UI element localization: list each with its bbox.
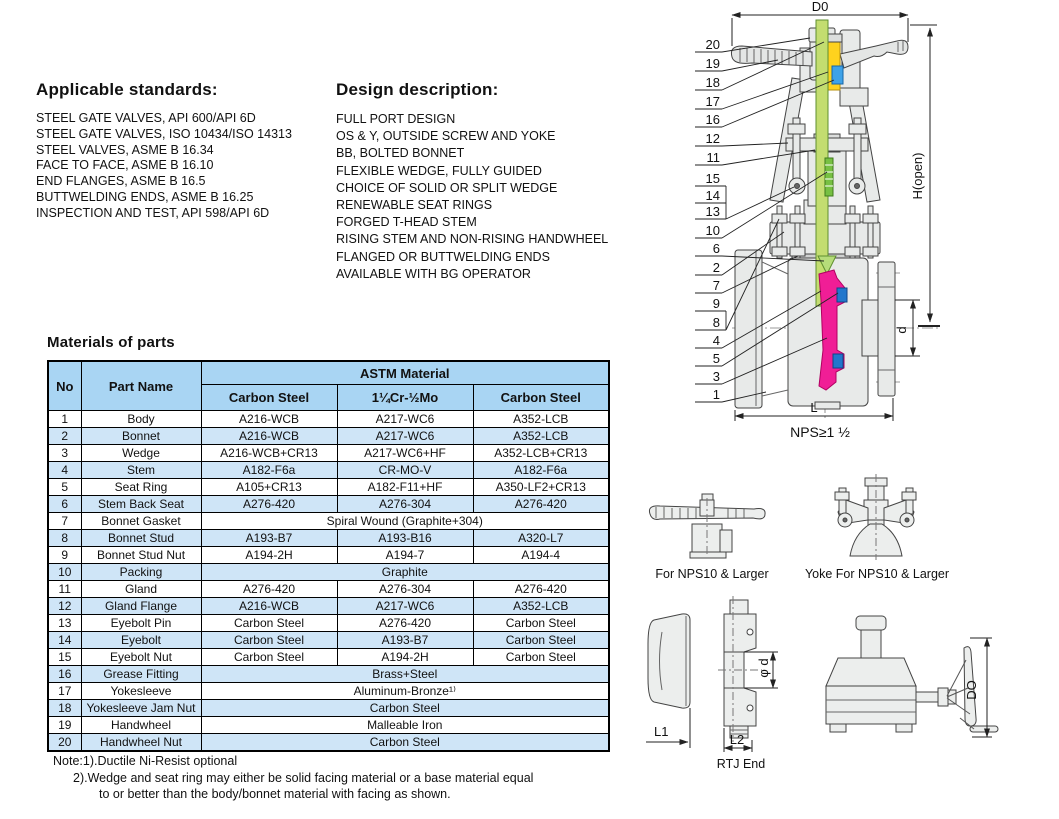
yoke-hub-bracket <box>840 88 868 106</box>
cell-material: A105+CR13 <box>201 479 337 496</box>
cell-part-name: Gland Flange <box>81 598 201 615</box>
col-header-part: Part Name <box>81 361 201 411</box>
cell-part-name: Eyebolt Pin <box>81 615 201 632</box>
cell-part-name: Bonnet Stud <box>81 530 201 547</box>
cell-material: A352-LCB <box>473 598 609 615</box>
standards-item: STEEL GATE VALVES, API 600/API 6D <box>36 111 256 125</box>
standards-title: Applicable standards: <box>36 80 218 99</box>
cell-material: A216-WCB+CR13 <box>201 445 337 462</box>
nps10-handwheel-view <box>649 494 765 558</box>
cell-no: 20 <box>48 734 81 752</box>
cell-material: A216-WCB <box>201 428 337 445</box>
cell-no: 9 <box>48 547 81 564</box>
cell-material: Carbon Steel <box>201 649 337 666</box>
cell-material-span: Brass+Steel <box>201 666 609 683</box>
cell-no: 14 <box>48 632 81 649</box>
cell-part-name: Stem Back Seat <box>81 496 201 513</box>
cell-part-name: Stem <box>81 462 201 479</box>
cell-material: Carbon Steel <box>201 632 337 649</box>
cell-no: 15 <box>48 649 81 666</box>
cell-no: 4 <box>48 462 81 479</box>
materials-section <box>47 334 610 752</box>
cell-material: A193-B7 <box>337 632 473 649</box>
standards-item: END FLANGES, ASME B 16.5 <box>36 174 206 189</box>
table-row <box>48 411 609 428</box>
cell-no: 11 <box>48 581 81 598</box>
cell-part-name: Handwheel <box>81 717 201 734</box>
body-left-flange <box>735 250 762 408</box>
cell-no: 5 <box>48 479 81 496</box>
table-row <box>48 615 609 632</box>
design-item: RISING STEM AND NON-RISING HANDWHEEL <box>336 232 609 247</box>
cell-material: Carbon Steel <box>473 649 609 666</box>
cell-material: Carbon Steel <box>473 615 609 632</box>
cell-part-name: Yokesleeve Jam Nut <box>81 700 201 717</box>
cell-material: A194-2H <box>201 547 337 564</box>
dim-phi-d: φ d <box>756 658 771 678</box>
callout-label: 17 <box>705 94 720 109</box>
cell-material: A193-B16 <box>337 530 473 547</box>
cell-no: 13 <box>48 615 81 632</box>
nps-note: NPS≥1 ½ <box>790 424 850 440</box>
gate-valve-section-view <box>731 20 940 420</box>
standards-item: INSPECTION AND TEST, API 598/API 6D <box>36 205 270 220</box>
design-item: AVAILABLE WITH BG OPERATOR <box>336 266 531 281</box>
caption-nps10: For NPS10 & Larger <box>655 567 769 581</box>
callout-label: 12 <box>705 131 720 146</box>
table-row <box>48 428 609 445</box>
table-row <box>48 700 609 717</box>
callout-labels <box>706 37 720 402</box>
cell-material: A182-F6a <box>473 462 609 479</box>
table-row <box>48 564 609 581</box>
cell-material: A194-7 <box>337 547 473 564</box>
cell-no: 6 <box>48 496 81 513</box>
grease-fitting <box>832 66 843 84</box>
dim-do: DO <box>964 680 979 700</box>
cell-no: 1 <box>48 411 81 428</box>
cell-material-span: Graphite <box>201 564 609 581</box>
callout-label: 18 <box>705 75 720 90</box>
cell-part-name: Bonnet Stud Nut <box>81 547 201 564</box>
col-header-no: No <box>48 361 81 411</box>
table-row <box>48 530 609 547</box>
cell-part-name: Eyebolt Nut <box>81 649 201 666</box>
callout-label: 16 <box>705 112 720 127</box>
cell-no: 17 <box>48 683 81 700</box>
cell-material: A320-L7 <box>473 530 609 547</box>
table-row <box>48 581 609 598</box>
cell-material: A352-LCB <box>473 411 609 428</box>
notes <box>53 753 533 803</box>
cell-material: A194-4 <box>473 547 609 564</box>
table-row <box>48 496 609 513</box>
table-row <box>48 445 609 462</box>
note-line-3: to or better than the body/bonnet material with facing as shown. <box>99 787 451 801</box>
callout-label: 20 <box>705 37 720 52</box>
callout-label: 10 <box>705 223 720 238</box>
callout-label: 3 <box>712 369 720 384</box>
cell-no: 19 <box>48 717 81 734</box>
table-row <box>48 513 609 530</box>
cell-part-name: Grease Fitting <box>81 666 201 683</box>
bevel-gear-operator-view <box>826 616 998 737</box>
cell-material: A217-WC6 <box>337 428 473 445</box>
callout-label: 4 <box>712 333 720 348</box>
cell-material: A350-LF2+CR13 <box>473 479 609 496</box>
cell-material-span: Carbon Steel <box>201 700 609 717</box>
caption-rtj: RTJ End <box>716 757 766 771</box>
cell-no: 3 <box>48 445 81 462</box>
cell-part-name: Packing <box>81 564 201 581</box>
materials-table-body <box>48 411 609 752</box>
seat-ring-upper <box>837 288 847 302</box>
standards-item: STEEL VALVES, ASME B 16.34 <box>36 142 214 157</box>
cell-material: Carbon Steel <box>201 615 337 632</box>
cell-material-span: Aluminum-Bronze¹⁾ <box>201 683 609 700</box>
dim-d: d <box>894 326 909 334</box>
cell-part-name: Handwheel Nut <box>81 734 201 752</box>
design-item: FLANGED OR BUTTWELDING ENDS <box>336 249 550 264</box>
cell-material: A276-420 <box>473 496 609 513</box>
callout-label: 19 <box>705 56 720 71</box>
col-header-material-2: 1¼Cr-½Mo <box>337 385 473 411</box>
cell-no: 2 <box>48 428 81 445</box>
cell-material-span: Spiral Wound (Graphite+304) <box>201 513 609 530</box>
design-item: CHOICE OF SOLID OR SPLIT WEDGE <box>336 180 558 195</box>
cell-material: A352-LCB+CR13 <box>473 445 609 462</box>
callout-label: 15 <box>705 171 720 186</box>
callout-label: 11 <box>706 150 720 165</box>
design-item: FORGED T-HEAD STEM <box>336 215 477 230</box>
table-row <box>48 462 609 479</box>
note-line-2: 2).Wedge and seat ring may either be solid facing material or a base material equal <box>73 770 534 785</box>
valve-drawing <box>640 0 1059 819</box>
callout-label: 14 <box>705 188 720 203</box>
table-row <box>48 717 609 734</box>
cell-material: Carbon Steel <box>473 632 609 649</box>
design-item: BB, BOLTED BONNET <box>336 146 465 161</box>
standards-item: BUTTWELDING ENDS, ASME B 16.25 <box>36 189 254 204</box>
table-row <box>48 632 609 649</box>
cell-part-name: Body <box>81 411 201 428</box>
cell-no: 12 <box>48 598 81 615</box>
cell-part-name: Yokesleeve <box>81 683 201 700</box>
cell-material: A276-420 <box>337 615 473 632</box>
callout-label: 8 <box>712 315 720 330</box>
dim-l1: L1 <box>654 724 669 739</box>
cell-material: A217-WC6+HF <box>337 445 473 462</box>
design-item: RENEWABLE SEAT RINGS <box>336 198 493 213</box>
cell-material: A276-304 <box>337 581 473 598</box>
nps10-yoke-view <box>835 474 916 560</box>
cell-material: A217-WC6 <box>337 411 473 428</box>
design-item: OS & Y, OUTSIDE SCREW AND YOKE <box>336 129 556 144</box>
cell-material: A276-420 <box>473 581 609 598</box>
cell-no: 8 <box>48 530 81 547</box>
callout-label: 1 <box>712 387 720 402</box>
cell-material: A194-2H <box>337 649 473 666</box>
cell-no: 10 <box>48 564 81 581</box>
table-row <box>48 666 609 683</box>
callout-label: 13 <box>705 204 720 219</box>
cell-part-name: Wedge <box>81 445 201 462</box>
cell-material: A216-WCB <box>201 598 337 615</box>
table-row <box>48 547 609 564</box>
table-row <box>48 734 609 752</box>
table-row <box>48 649 609 666</box>
cell-material: A193-B7 <box>201 530 337 547</box>
cell-material: CR-MO-V <box>337 462 473 479</box>
cell-material: A182-F6a <box>201 462 337 479</box>
caption-yoke-nps10: Yoke For NPS10 & Larger <box>804 567 950 581</box>
seat-ring-lower <box>833 354 843 368</box>
cell-part-name: Bonnet <box>81 428 201 445</box>
design-title: Design description: <box>336 80 499 99</box>
callout-label: 7 <box>712 278 720 293</box>
cell-part-name: Bonnet Gasket <box>81 513 201 530</box>
dim-l2: L2 <box>729 732 745 747</box>
cell-material: A276-420 <box>201 496 337 513</box>
cell-material: A276-420 <box>201 581 337 598</box>
design-item: FULL PORT DESIGN <box>336 112 456 126</box>
cell-material: A216-WCB <box>201 411 337 428</box>
cell-no: 18 <box>48 700 81 717</box>
col-header-material-3: Carbon Steel <box>473 385 609 411</box>
table-row <box>48 479 609 496</box>
callout-label: 9 <box>712 296 720 311</box>
cell-material: A276-304 <box>337 496 473 513</box>
design-list <box>336 111 666 283</box>
materials-title: Materials of parts <box>47 334 175 351</box>
design-item: FLEXIBLE WEDGE, FULLY GUIDED <box>336 163 542 178</box>
table-row <box>48 598 609 615</box>
packing <box>825 158 833 196</box>
standards-list <box>36 111 336 222</box>
cell-no: 16 <box>48 666 81 683</box>
callout-label: 6 <box>712 241 720 256</box>
callout-label: 2 <box>712 260 720 275</box>
design-section <box>336 80 666 283</box>
table-row <box>48 683 609 700</box>
col-header-astm: ASTM Material <box>201 361 609 385</box>
cell-part-name: Eyebolt <box>81 632 201 649</box>
dim-l: L <box>810 400 818 415</box>
standards-item: STEEL GATE VALVES, ISO 10434/ISO 14313 <box>36 126 292 141</box>
cell-material: A217-WC6 <box>337 598 473 615</box>
cell-material: A352-LCB <box>473 428 609 445</box>
body-drain-boss <box>815 402 840 409</box>
standards-item: FACE TO FACE, ASME B 16.10 <box>36 158 214 173</box>
cell-material-span: Carbon Steel <box>201 734 609 752</box>
cell-part-name: Gland <box>81 581 201 598</box>
col-header-material-1: Carbon Steel <box>201 385 337 411</box>
dim-h-open: H(open) <box>910 152 925 200</box>
cell-no: 7 <box>48 513 81 530</box>
standards-section <box>36 80 336 222</box>
cell-material-span: Malleable Iron <box>201 717 609 734</box>
note-line-1: Note:1).Ductile Ni-Resist optional <box>53 754 238 768</box>
cell-part-name: Seat Ring <box>81 479 201 496</box>
callout-label: 5 <box>712 351 720 366</box>
materials-table <box>47 360 610 752</box>
body-right-flange <box>878 262 895 396</box>
cell-material: A182-F11+HF <box>337 479 473 496</box>
dim-d0: D0 <box>811 0 829 14</box>
